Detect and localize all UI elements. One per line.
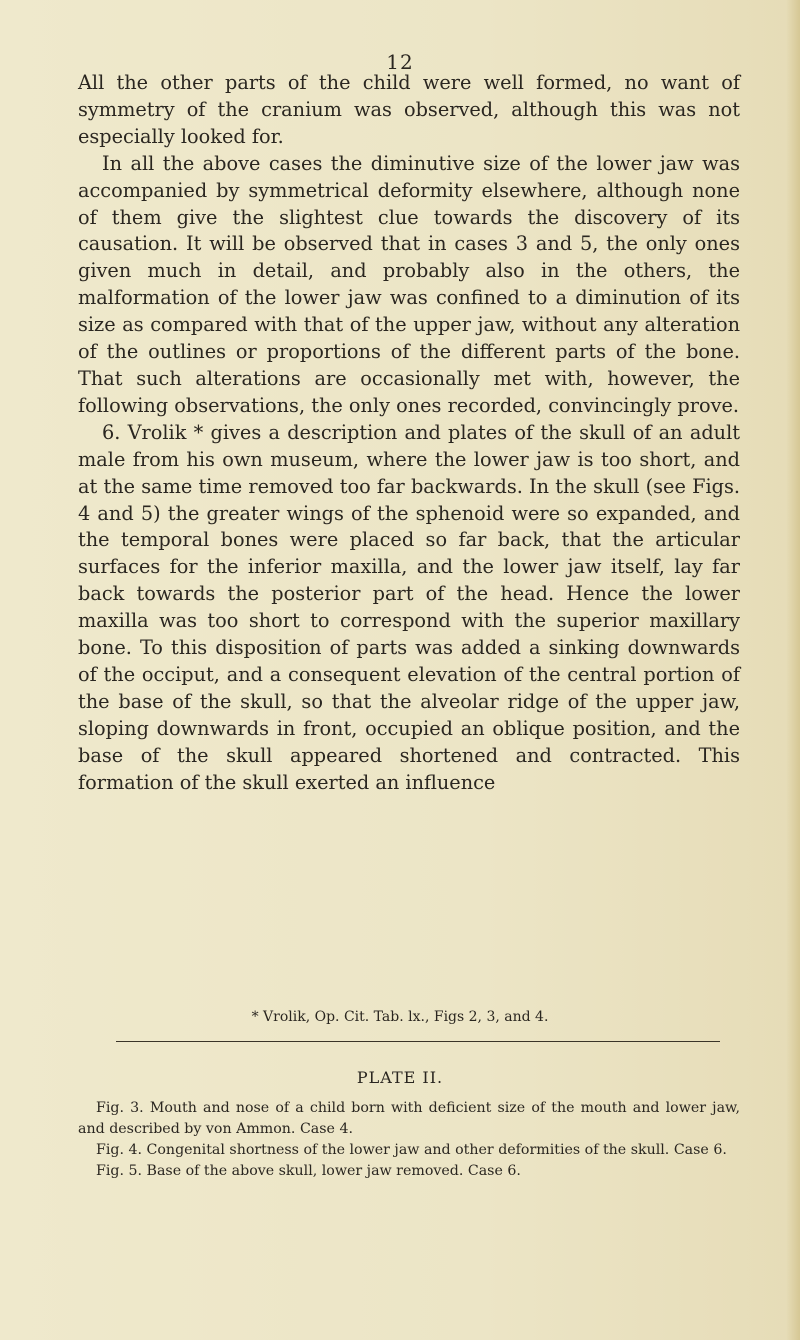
page-edge-shadow: [786, 0, 800, 1340]
footnote: * Vrolik, Op. Cit. Tab. lx., Figs 2, 3, and 4.: [251, 1009, 549, 1025]
divider-rule: [116, 1041, 720, 1042]
caption-item: Fig. 3. Mouth and nose of a child born with deficient size of the mouth and lower jaw, and described by von Ammon. Case 4.: [78, 1100, 740, 1137]
caption-item: Fig. 5. Base of the above skull, lower jaw removed. Case 6.: [96, 1163, 521, 1179]
paragraph: 6. Vrolik * gives a description and plates of the skull of an adult male from his own museum, where the lower jaw is too short, and at the same time removed too far backwards. In the skull (see Figs. 4 and 5) the greater wings of the sphenoid were so expanded, and the temporal bones were placed so far back, that the articular surfaces for the inferior maxilla, and the lower jaw itself, lay far back towards the posterior part of the head. Hence the lower maxilla was too short to correspond with the superior maxillary bone. To this disposition of parts was added a sinking downwards of the occiput, and a consequent elevation of the central portion of the base of the skull, so that the alveolar ridge of the upper jaw, sloping downwards in front, occupied an oblique position, and the base of the skull appeared shortened and contracted. This formation of the skull exerted an influence: [78, 420, 740, 794]
body-text: [78, 70, 740, 796]
caption-item: Fig. 4. Congenital shortness of the lower jaw and other deformities of the skull. Case 6.: [96, 1142, 727, 1158]
page-number: 12: [386, 50, 414, 74]
paragraph: In all the above cases the diminutive size of the lower jaw was accompanied by symmetrical deformity elsewhere, although none of them give the slightest clue towards the discovery of its causation. It will be observed that in cases 3 and 5, the only ones given much in detail, and probably also in the others, the malformation of the lower jaw was confined to a diminution of its size as compared with that of the upper jaw, without any alteration of the outlines or proportions of the different parts of the bone. That such alterations are occasionally met with, however, the following observations, the only ones recorded, convincingly prove.: [78, 151, 740, 417]
paragraph: All the other parts of the child were well formed, no want of symmetry of the cranium was observed, although this was not especially looked for.: [78, 71, 740, 148]
plate-heading: PLATE II.: [356, 1068, 444, 1087]
plate-captions: [78, 1098, 740, 1182]
